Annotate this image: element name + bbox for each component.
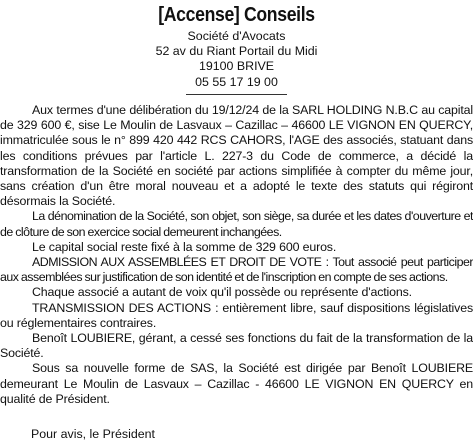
notice-body (0, 103, 473, 407)
notice-title: [Accense] Conseils (158, 3, 315, 26)
paragraph-deliberation: Aux termes d'une délibération du 19/12/24 de la SARL HOLDING N.B.C au capital de 329 600 €, sise Le Moulin de Lasvaux – Cazillac – 46600 LE VIGNON EN QUERCY, immatriculée sous le n° 899 420 442 RCS CAHORS, l'AGE des associés, statuant dans les conditions prévues par l'article L. 227-3 du Code de commerce, a décidé la transformation de la Société en société par actions simplifiée à compter du même jour, sans création d'un être moral nouveau et a adopté le texte des statuts qui régiront désormais la Société. (0, 103, 473, 209)
firm-header (0, 29, 473, 90)
paragraph-admission-voting: ADMISSION AUX ASSEMBLÉES ET DROIT DE VOTE : Tout associé peut participer aux assemblées sur justification de son identité et de l'inscription en compte de ses actions. (0, 255, 473, 285)
signoff: Pour avis, le Président (31, 427, 155, 441)
paragraph-share-capital: Le capital social reste fixé à la somme de 329 600 euros. (32, 239, 337, 254)
paragraph-new-president: Sous sa nouvelle forme de SAS, la Société est dirigée par Benoît LOUBIERE demeurant Le Moulin de Lasvaux – Cazillac - 46600 LE VIGNON EN QUERCY en qualité de Président. (0, 361, 473, 406)
header-divider (186, 94, 287, 95)
firm-phone: 05 55 17 19 00 (195, 74, 278, 89)
firm-postal-city: 19100 BRIVE (198, 59, 275, 74)
paragraph-share-transfer: TRANSMISSION DES ACTIONS : entièrement libre, sauf dispositions législatives ou réglementaires contraires. (0, 300, 473, 330)
paragraph-unchanged-terms: La dénomination de la Société, son objet, son siège, sa durée et les dates d'ouverture et de clôture de son exercice social demeurent inchangées. (0, 209, 473, 239)
firm-type: Société d'Avocats (187, 29, 286, 43)
firm-street-address: 52 av du Riant Portail du Midi (155, 44, 318, 59)
paragraph-votes-per-share: Chaque associé a autant de voix qu'il possède ou représente d'actions. (32, 285, 412, 300)
paragraph-manager-resignation: Benoît LOUBIERE, gérant, a cessé ses fonctions du fait de la transformation de la Société. (0, 331, 473, 361)
